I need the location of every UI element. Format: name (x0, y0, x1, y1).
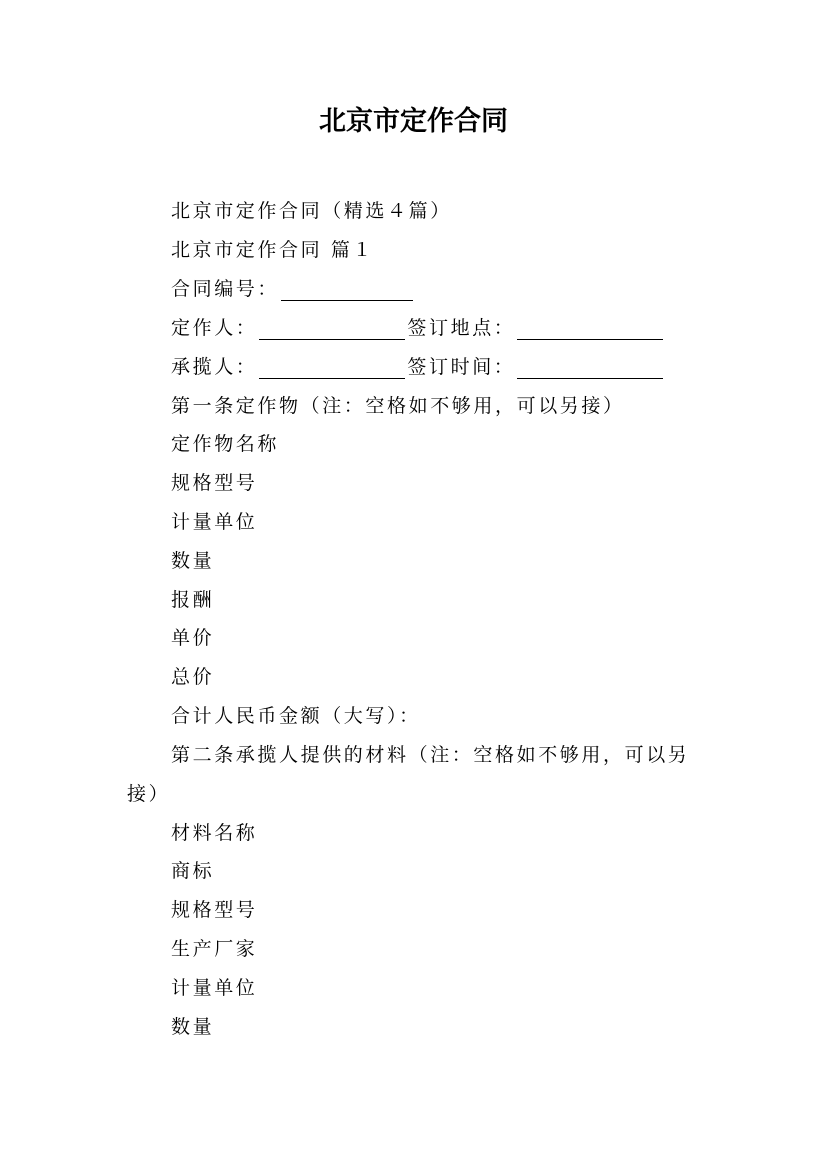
article-2-item: 计量单位 (171, 977, 258, 999)
document-title: 北京市定作合同 (319, 106, 508, 137)
total-amount-label: 合计人民币金额（大写）： (171, 705, 421, 727)
contractor-label: 定作人： (171, 317, 258, 339)
contract-number-blank[interactable] (281, 280, 413, 301)
section-heading: 北京市定作合同 篇１ (171, 239, 375, 261)
article-2-item: 规格型号 (171, 899, 258, 921)
article-2-heading-continued: 接） (127, 783, 171, 805)
sign-place-blank[interactable] (517, 319, 663, 340)
article-1-item: 定作物名称 (171, 433, 280, 455)
contractor-blank[interactable] (259, 319, 405, 340)
article-1-item: 单价 (171, 627, 215, 649)
article-1-item: 计量单位 (171, 511, 258, 533)
article-1-item: 数量 (171, 550, 215, 572)
sign-place-label: 签订地点： (407, 317, 516, 339)
undertaker-row (171, 354, 665, 380)
article-1-item: 总价 (171, 666, 215, 688)
article-2-item: 数量 (171, 1016, 215, 1038)
contract-number-label: 合同编号： (171, 278, 280, 300)
sign-time-label: 签订时间： (407, 356, 516, 378)
article-2-item: 生产厂家 (171, 938, 258, 960)
article-2-heading: 第二条承揽人提供的材料（注：空格如不够用，可以另 (171, 744, 690, 766)
sign-time-blank[interactable] (517, 358, 663, 379)
article-1-item: 报酬 (171, 589, 215, 611)
undertaker-blank[interactable] (259, 358, 405, 379)
undertaker-label: 承揽人： (171, 356, 258, 378)
document-subtitle: 北京市定作合同（精选４篇） (171, 200, 452, 222)
article-1-item: 规格型号 (171, 472, 258, 494)
contractor-row (171, 315, 665, 341)
article-2-item: 商标 (171, 860, 215, 882)
article-1-heading: 第一条定作物（注：空格如不够用，可以另接） (171, 395, 625, 417)
article-2-item: 材料名称 (171, 822, 258, 844)
contract-number-row (171, 276, 413, 302)
